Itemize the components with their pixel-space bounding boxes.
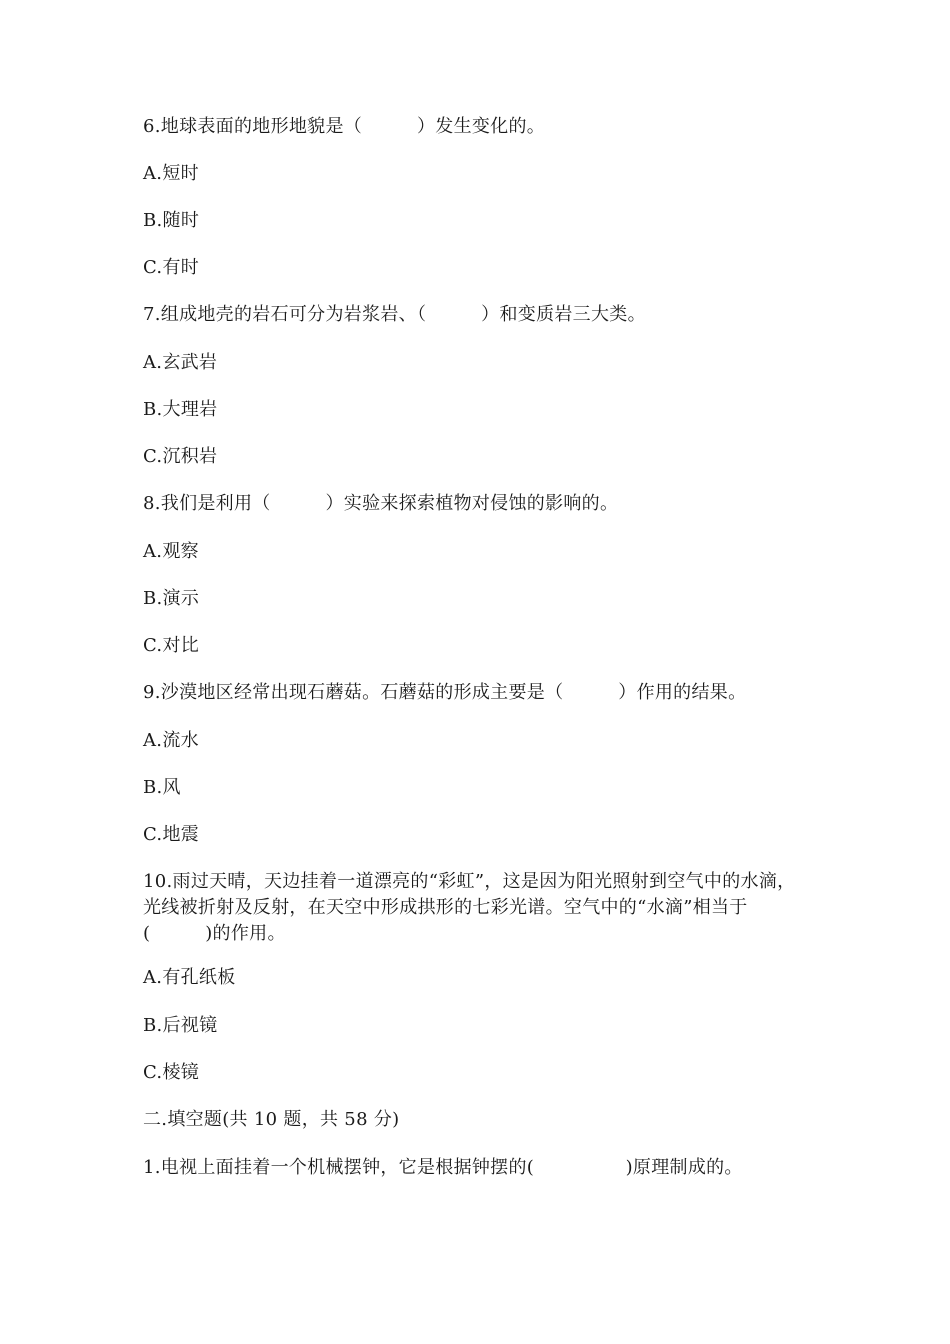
question-6-stem: 6.地球表面的地形地貌是（ ）发生变化的。	[143, 116, 546, 137]
question-7-option-b: B.大理岩	[143, 399, 218, 420]
question-7-stem: 7.组成地壳的岩石可分为岩浆岩、（ ）和变质岩三大类。	[143, 304, 646, 325]
question-10-option-b: B.后视镜	[143, 1015, 218, 1036]
question-8-stem: 8.我们是利用（ ）实验来探索植物对侵蚀的影响的。	[143, 493, 619, 514]
question-6-option-c: C.有时	[143, 257, 200, 278]
question-7-option-a: A.玄武岩	[143, 352, 218, 373]
fill-blank-item-1: 1.电视上面挂着一个机械摆钟，它是根据钟摆的( )原理制成的。	[143, 1157, 743, 1178]
question-10-stem: 10.雨过天晴，天边挂着一道漂亮的“彩虹”，这是因为阳光照射到空气中的水滴，光线被折射及反射，在天空中形成拱形的七彩光谱。空气中的“水滴”相当于( )的作用。	[143, 871, 796, 944]
question-9-option-b: B.风	[143, 777, 181, 798]
question-8-option-a: A.观察	[143, 541, 199, 562]
question-6-option-a: A.短时	[143, 163, 199, 184]
question-8-option-c: C.对比	[143, 635, 200, 656]
question-6-option-b: B.随时	[143, 210, 200, 231]
question-7-option-c: C.沉积岩	[143, 446, 218, 467]
question-9-stem: 9.沙漠地区经常出现石蘑菇。石蘑菇的形成主要是（ ）作用的结果。	[143, 682, 747, 703]
question-9-option-a: A.流水	[143, 730, 199, 751]
question-10-option-c: C.棱镜	[143, 1062, 200, 1083]
question-10-option-a: A.有孔纸板	[143, 967, 236, 988]
question-9-option-c: C.地震	[143, 824, 200, 845]
section-heading: 二.填空题(共 10 题，共 58 分)	[143, 1109, 400, 1130]
question-8-option-b: B.演示	[143, 588, 200, 609]
